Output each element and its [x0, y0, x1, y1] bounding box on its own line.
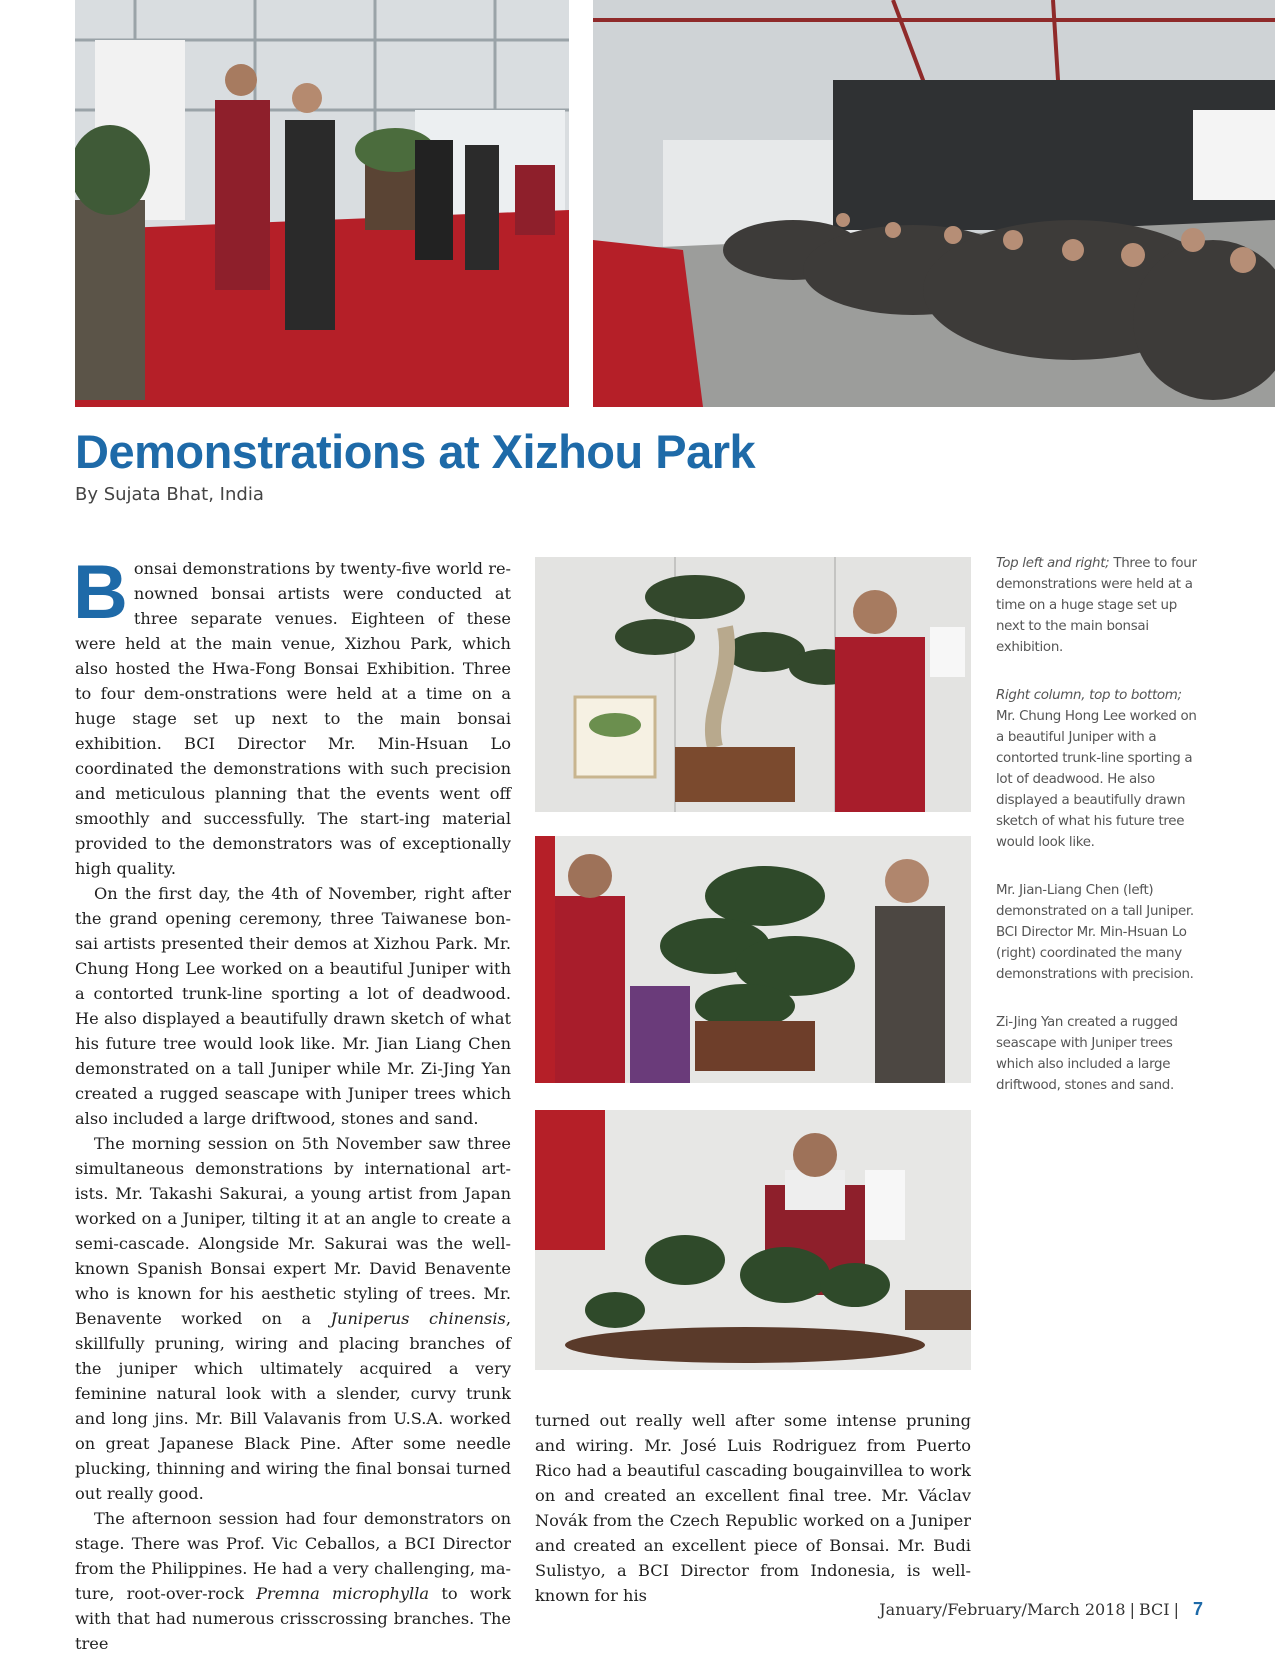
footer-separator: | — [1129, 1600, 1135, 1619]
issue-date: January/February/March 2018 — [879, 1600, 1126, 1619]
chung-hong-lee-demo-photo — [535, 557, 971, 812]
page-number: 7 — [1192, 1599, 1203, 1619]
species-juniperus: Juniperus chinensis — [330, 1309, 506, 1328]
paragraph-4-text-a: The afternoon session had four demonstrators on stage. There was Prof. Vic Ceballos, a BCI Director from the Philippines. He had a very challenging, ma-ture, root-over-rock — [75, 1509, 511, 1603]
paragraph-3 — [75, 1131, 511, 1506]
caption-1-head: Top left and right; — [996, 556, 1110, 571]
magazine-name: BCI — [1138, 1600, 1170, 1619]
paragraph-1-text: onsai demonstrations by twenty-five world re-nowned bonsai artists were conducted at three separate venues. Eighteen of these were held at the main venue, Xizhou Park, which also hosted the Hwa-Fong Bonsai Exhibition. Three to four dem-onstrations were held at a time on a huge stage set up next to the main bonsai exhibition. BCI Director Mr. Min-Hsuan Lo coordinated the demonstrations with such precision and meticulous planning that the events went off smoothly and successfully. The start-ing material provided to the demonstrators was of exceptionally high quality. — [75, 559, 511, 878]
caption-chen: Mr. Jian-Liang Chen (left) demonstrated on a tall Juniper. BCI Director Mr. Min-Hsuan Lo (right) coordinated the many demonstrations with precision. — [996, 883, 1194, 982]
byline: By Sujata Bhat, India — [75, 484, 264, 505]
species-premna: Premna microphylla — [256, 1584, 430, 1603]
article-title: Demonstrations at Xizhou Park — [75, 425, 756, 478]
article-column-left — [73, 550, 512, 1656]
jian-liang-chen-demo-photo — [535, 836, 971, 1083]
paragraph-3-text-a: The morning session on 5th November saw three simultaneous demonstrations by international art-ists. Mr. Takashi Sakurai, a young artist from Japan worked on a Juniper, tilting it at an angle to create a semi-cascade. Alongside Mr. Sakurai was the well-known Spanish Bonsai expert Mr. David Benavente who is known for his aesthetic styling of trees. Mr. Benavente worked on a — [75, 1134, 511, 1328]
photo-captions — [996, 553, 1206, 1123]
paragraph-1 — [73, 550, 511, 881]
column-2-text: turned out really well after some intense pruning and wiring. Mr. José Luis Rodriguez from Puerto Rico had a beautiful cascading bougainvillea to work on and created an excellent final tree. Mr. Václav Novák from the Czech Republic worked on a Juniper and created an excellent piece of Bonsai. Mr. Budi Sulistyo, a BCI Director from Indonesia, is well-known for his — [535, 1411, 971, 1605]
paragraph-4-text-b: to work with that had numerous crisscrossing branches. The tree — [75, 1584, 511, 1653]
caption-lee: Mr. Chung Hong Lee worked on a beautiful Juniper with a contorted trunk-line sporting a lot of deadwood. He also displayed a beautifully drawn sketch of what his future tree would look like. — [996, 709, 1197, 850]
paragraph-4 — [75, 1506, 511, 1656]
page-footer — [879, 1599, 1203, 1620]
paragraph-3-text-b: , skillfully pruning, wiring and placing branches of the juniper which ultimately acquired a very feminine natural look with a slender, curvy trunk and long jins. Mr. Bill Valavanis from U.S.A. worked on great Japanese Black Pine. After some needle plucking, thinning and wiring the final bonsai turned out really good. — [75, 1309, 512, 1503]
caption-top-photos — [996, 553, 1206, 658]
audience-photo — [593, 0, 1275, 407]
zi-jing-yan-seascape-photo — [535, 1110, 971, 1370]
footer-separator: | — [1173, 1600, 1179, 1619]
drop-cap: B — [73, 550, 128, 635]
paragraph-2: On the first day, the 4th of November, right after the grand opening ceremony, three Taiwanese bon-sai artists presented their demos at Xizhou Park. Mr. Chung Hong Lee worked on a beautiful Juniper with a contorted trunk-line sporting a lot of deadwood. He also displayed a beautifully drawn sketch of what his future tree would look like. Mr. Jian Liang Chen demonstrated on a tall Juniper while Mr. Zi-Jing Yan created a rugged seascape with Juniper trees which also included a large driftwood, stones and sand. — [75, 884, 511, 1128]
article-column-right — [535, 1408, 971, 1608]
caption-1-body: Three to four demonstrations were held at a time on a huge stage set up next to the main bonsai exhibition. — [996, 556, 1197, 655]
demonstration-stage-photo — [75, 0, 569, 407]
caption-2-head: Right column, top to bottom; — [996, 688, 1182, 703]
caption-yan: Zi-Jing Yan created a rugged seascape with Juniper trees which also included a large driftwood, stones and sand. — [996, 1015, 1178, 1093]
